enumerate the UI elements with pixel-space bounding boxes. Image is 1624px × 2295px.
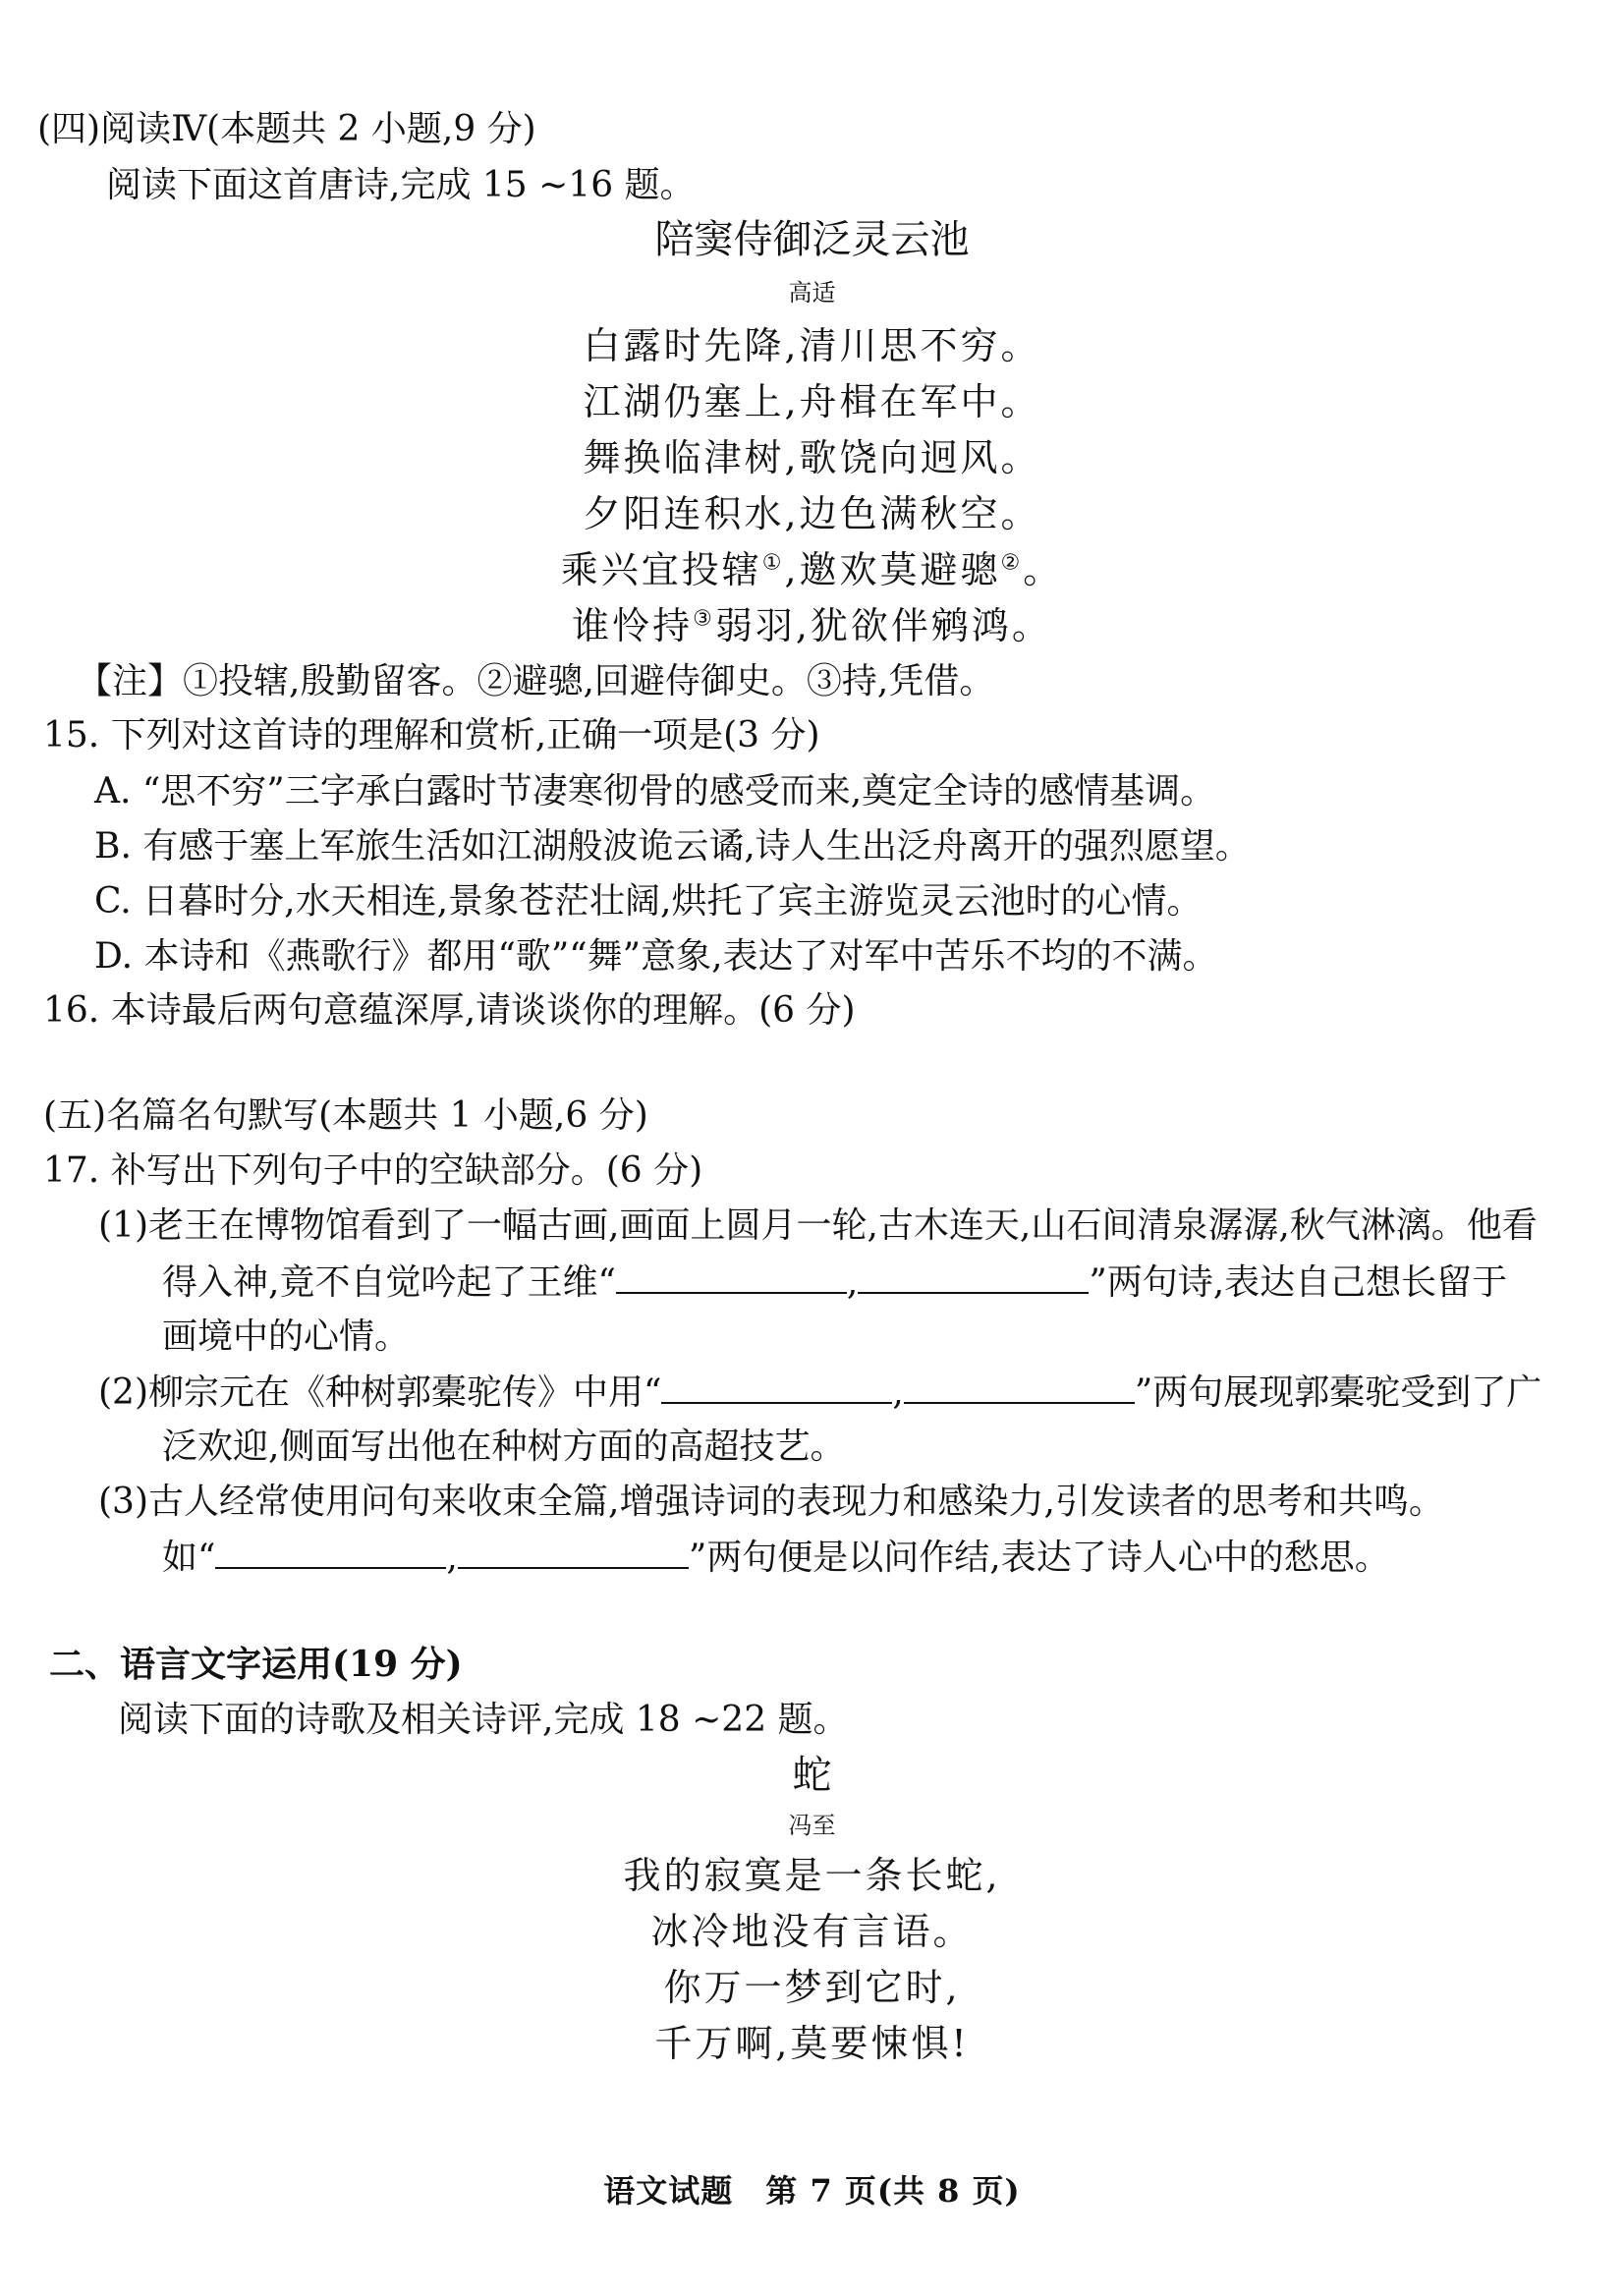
question-15-option-c: C. 日暮时分,水天相连,景象苍茫壮阔,烘托了宾主游览灵云池时的心情。 bbox=[94, 881, 1203, 922]
q17-item-3-line-1: (3)古人经常使用问句来收束全篇,增强诗词的表现力和感染力,引发读者的思考和共鸣。 bbox=[98, 1482, 1444, 1522]
poem-author: 高适 bbox=[788, 279, 836, 307]
q17-item-2-text-c: ”两句展现郭橐驼受到了广 bbox=[1134, 1372, 1542, 1413]
q17-item-3-text-c: ”两句便是以问作结,表达了诗人心中的愁思。 bbox=[688, 1538, 1390, 1578]
answer-blank[interactable] bbox=[458, 1534, 689, 1569]
poem-line-6 bbox=[0, 602, 1624, 649]
question-17: 17. 补写出下列句子中的空缺部分。(6 分) bbox=[43, 1150, 703, 1191]
section4-heading: (四)阅读Ⅳ(本题共 2 小题,9 分) bbox=[37, 109, 536, 149]
q17-item-3-text-a: 如“ bbox=[162, 1538, 216, 1578]
poem-line-1: 白露时先降,清川思不穷。 bbox=[583, 324, 1041, 367]
poem-line-5 bbox=[0, 546, 1624, 593]
snake-poem-author: 冯至 bbox=[788, 1812, 836, 1839]
q17-item-1-line-2 bbox=[162, 1259, 1507, 1307]
answer-blank[interactable] bbox=[616, 1259, 847, 1294]
answer-blank[interactable] bbox=[904, 1369, 1135, 1404]
answer-blank[interactable] bbox=[215, 1534, 446, 1569]
q17-item-3-line-2 bbox=[162, 1534, 1390, 1582]
poem-line-6-part-b: 弱羽,犹欲伴鹓鸿。 bbox=[714, 604, 1052, 647]
poem-line-5-part-c: 。 bbox=[1023, 548, 1064, 591]
snake-poem-title: 蛇 bbox=[792, 1753, 832, 1798]
q17-item-1-comma: , bbox=[846, 1262, 859, 1303]
snake-poem-line-4: 千万啊,莫要悚惧! bbox=[654, 2022, 970, 2065]
poem-note: 【注】①投辖,殷勤留客。②避骢,回避侍御史。③持,凭借。 bbox=[77, 661, 995, 701]
footnote-marker-1: ① bbox=[761, 550, 785, 576]
poem-line-3: 舞换临津树,歌饶向迥风。 bbox=[583, 436, 1041, 479]
poem-line-4: 夕阳连积水,边色满秋空。 bbox=[583, 492, 1041, 535]
q17-item-2-text-a: (2)柳宗元在《种树郭橐驼传》中用“ bbox=[98, 1372, 662, 1413]
question-15-option-b: B. 有感于塞上军旅生活如江湖般波诡云谲,诗人生出泛舟离开的强烈愿望。 bbox=[94, 826, 1251, 867]
q17-item-1-text-c: ”两句诗,表达自己想长留于 bbox=[1089, 1262, 1508, 1303]
q17-item-1-line-3: 画境中的心情。 bbox=[162, 1316, 411, 1357]
answer-blank[interactable] bbox=[858, 1259, 1089, 1294]
snake-poem-line-3: 你万一梦到它时, bbox=[663, 1966, 961, 2009]
q17-item-1-line-1: (1)老王在博物馆看到了一幅古画,画面上圆月一轮,古木连天,山石间清泉潺潺,秋气淋漓。他看 bbox=[98, 1205, 1538, 1246]
q17-item-2-line-2: 泛欢迎,侧面写出他在种树方面的高超技艺。 bbox=[162, 1427, 846, 1467]
poem-line-2: 江湖仍塞上,舟楫在军中。 bbox=[583, 380, 1041, 423]
answer-blank[interactable] bbox=[661, 1369, 892, 1404]
page-footer: 语文试题 第 7 页(共 8 页) bbox=[603, 2172, 1021, 2210]
question-15-option-a: A. “思不穷”三字承白露时节凄寒彻骨的感受而来,奠定全诗的感情基调。 bbox=[94, 771, 1216, 812]
snake-poem-line-1: 我的寂寞是一条长蛇, bbox=[623, 1854, 1001, 1897]
poem-line-6-part-a: 谁怜持 bbox=[572, 604, 694, 647]
q17-item-3-comma: , bbox=[446, 1538, 458, 1578]
section4-instruction: 阅读下面这首唐诗,完成 15 ~16 题。 bbox=[106, 165, 696, 205]
poem-line-5-part-b: ,邀欢莫避骢 bbox=[784, 548, 1001, 591]
q17-item-2-comma: , bbox=[892, 1372, 904, 1413]
poem-line-5-part-a: 乘兴宜投辖 bbox=[560, 548, 762, 591]
snake-poem-line-2: 冰冷地没有言语。 bbox=[650, 1910, 974, 1953]
question-15-stem: 15. 下列对这首诗的理解和赏析,正确一项是(3 分) bbox=[43, 715, 820, 756]
q17-item-1-text-a: 得入神,竟不自觉吟起了王维“ bbox=[162, 1262, 616, 1303]
footnote-marker-3: ③ bbox=[693, 606, 715, 632]
part2-instruction: 阅读下面的诗歌及相关诗评,完成 18 ~22 题。 bbox=[118, 1700, 849, 1740]
section5-heading: (五)名篇名句默写(本题共 1 小题,6 分) bbox=[43, 1095, 648, 1136]
question-16: 16. 本诗最后两句意蕴深厚,请谈谈你的理解。(6 分) bbox=[43, 990, 856, 1031]
poem-title: 陪窦侍御泛灵云池 bbox=[654, 217, 970, 262]
q17-item-2-line-1 bbox=[98, 1369, 1541, 1417]
footnote-marker-2: ② bbox=[1000, 550, 1024, 576]
question-15-option-d: D. 本诗和《燕歌行》都用“歌”“舞”意象,表达了对军中苦乐不均的不满。 bbox=[94, 936, 1218, 977]
part2-heading: 二、语言文字运用(19 分) bbox=[49, 1644, 463, 1685]
